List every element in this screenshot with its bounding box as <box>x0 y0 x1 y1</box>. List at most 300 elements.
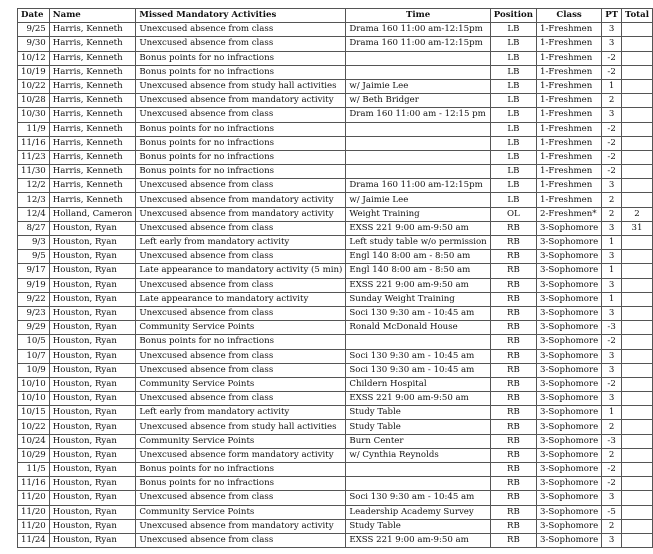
cell-total <box>622 79 653 93</box>
cell-position: LB <box>490 79 536 93</box>
cell-class: 3-Sophomore <box>537 250 602 264</box>
cell-time: Study Table <box>346 406 490 420</box>
cell-activity: Bonus points for no infractions <box>136 65 346 79</box>
cell-class: 1-Freshmen <box>537 94 602 108</box>
cell-total: 2 <box>622 207 653 221</box>
cell-pt: -2 <box>602 65 622 79</box>
cell-position: RB <box>490 420 536 434</box>
cell-name: Houston, Ryan <box>49 519 136 533</box>
cell-time: Burn Center <box>346 434 490 448</box>
cell-total: 31 <box>622 221 653 235</box>
table-row <box>18 292 653 306</box>
cell-name: Houston, Ryan <box>49 533 136 547</box>
cell-activity: Late appearance to mandatory activity <box>136 292 346 306</box>
cell-total <box>622 193 653 207</box>
cell-position: RB <box>490 349 536 363</box>
cell-total <box>622 108 653 122</box>
cell-date: 10/9 <box>18 363 50 377</box>
cell-class: 3-Sophomore <box>537 533 602 547</box>
cell-name: Houston, Ryan <box>49 491 136 505</box>
cell-date: 9/25 <box>18 23 50 37</box>
cell-position: LB <box>490 37 536 51</box>
cell-name: Harris, Kenneth <box>49 193 136 207</box>
cell-date: 10/19 <box>18 65 50 79</box>
cell-class: 3-Sophomore <box>537 264 602 278</box>
cell-pt: -2 <box>602 335 622 349</box>
cell-class: 1-Freshmen <box>537 23 602 37</box>
cell-pt: -2 <box>602 150 622 164</box>
cell-class: 3-Sophomore <box>537 236 602 250</box>
table-row <box>18 79 653 93</box>
cell-total <box>622 179 653 193</box>
cell-activity: Unexcused absence from study hall activities <box>136 79 346 93</box>
cell-position: LB <box>490 193 536 207</box>
table-row <box>18 278 653 292</box>
cell-total <box>622 335 653 349</box>
cell-date: 10/15 <box>18 406 50 420</box>
cell-position: LB <box>490 122 536 136</box>
cell-class: 3-Sophomore <box>537 278 602 292</box>
cell-activity: Unexcused absence from class <box>136 23 346 37</box>
table-row <box>18 165 653 179</box>
cell-date: 9/17 <box>18 264 50 278</box>
cell-date: 10/5 <box>18 335 50 349</box>
cell-total <box>622 321 653 335</box>
cell-total <box>622 264 653 278</box>
header-pt: PT <box>602 9 622 23</box>
cell-name: Houston, Ryan <box>49 505 136 519</box>
cell-total <box>622 306 653 320</box>
table-row <box>18 221 653 235</box>
cell-pt: 1 <box>602 79 622 93</box>
cell-activity: Bonus points for no infractions <box>136 136 346 150</box>
cell-position: LB <box>490 94 536 108</box>
cell-total <box>622 165 653 179</box>
cell-name: Houston, Ryan <box>49 477 136 491</box>
cell-date: 11/16 <box>18 136 50 150</box>
cell-activity: Unexcused absence from mandatory activity <box>136 207 346 221</box>
cell-activity: Bonus points for no infractions <box>136 150 346 164</box>
table-row <box>18 349 653 363</box>
table-row <box>18 406 653 420</box>
table-row <box>18 306 653 320</box>
cell-pt: -3 <box>602 321 622 335</box>
cell-position: RB <box>490 321 536 335</box>
cell-position: RB <box>490 278 536 292</box>
table-row <box>18 236 653 250</box>
cell-date: 11/24 <box>18 533 50 547</box>
cell-class: 3-Sophomore <box>537 477 602 491</box>
cell-position: RB <box>490 505 536 519</box>
header-total: Total <box>622 9 653 23</box>
cell-class: 3-Sophomore <box>537 321 602 335</box>
cell-pt: -2 <box>602 463 622 477</box>
cell-time: Dram 160 11:00 am - 12:15 pm <box>346 108 490 122</box>
cell-name: Houston, Ryan <box>49 349 136 363</box>
table-row <box>18 392 653 406</box>
cell-time <box>346 122 490 136</box>
cell-activity: Bonus points for no infractions <box>136 335 346 349</box>
cell-activity: Community Service Points <box>136 377 346 391</box>
cell-name: Houston, Ryan <box>49 463 136 477</box>
table-row <box>18 363 653 377</box>
table-row <box>18 519 653 533</box>
cell-pt: 3 <box>602 23 622 37</box>
cell-class: 3-Sophomore <box>537 292 602 306</box>
cell-name: Houston, Ryan <box>49 406 136 420</box>
cell-activity: Unexcused absence from class <box>136 108 346 122</box>
cell-activity: Unexcused absence from class <box>136 306 346 320</box>
cell-name: Houston, Ryan <box>49 335 136 349</box>
table-row <box>18 193 653 207</box>
cell-time: Left study table w/o permission <box>346 236 490 250</box>
cell-name: Harris, Kenneth <box>49 23 136 37</box>
table-row <box>18 23 653 37</box>
cell-total <box>622 349 653 363</box>
cell-name: Harris, Kenneth <box>49 179 136 193</box>
cell-pt: 2 <box>602 207 622 221</box>
cell-class: 3-Sophomore <box>537 491 602 505</box>
header-class: Class <box>537 9 602 23</box>
cell-time <box>346 463 490 477</box>
cell-time <box>346 477 490 491</box>
cell-time: w/ Jaimie Lee <box>346 79 490 93</box>
table-row <box>18 122 653 136</box>
cell-position: RB <box>490 377 536 391</box>
cell-total <box>622 363 653 377</box>
cell-total <box>622 278 653 292</box>
cell-pt: 2 <box>602 193 622 207</box>
cell-pt: 3 <box>602 278 622 292</box>
cell-total <box>622 491 653 505</box>
cell-class: 1-Freshmen <box>537 108 602 122</box>
cell-time: Weight Training <box>346 207 490 221</box>
cell-class: 1-Freshmen <box>537 65 602 79</box>
cell-date: 12/3 <box>18 193 50 207</box>
cell-date: 9/23 <box>18 306 50 320</box>
cell-time: EXSS 221 9:00 am-9:50 am <box>346 533 490 547</box>
cell-activity: Community Service Points <box>136 321 346 335</box>
cell-total <box>622 406 653 420</box>
cell-date: 11/5 <box>18 463 50 477</box>
cell-pt: 3 <box>602 392 622 406</box>
cell-position: RB <box>490 250 536 264</box>
cell-position: RB <box>490 491 536 505</box>
cell-pt: 3 <box>602 349 622 363</box>
cell-activity: Unexcused absence from mandatory activity <box>136 94 346 108</box>
table-row <box>18 434 653 448</box>
header-activity: Missed Mandatory Activities <box>136 9 346 23</box>
cell-total <box>622 292 653 306</box>
cell-total <box>622 94 653 108</box>
cell-class: 3-Sophomore <box>537 519 602 533</box>
cell-name: Houston, Ryan <box>49 292 136 306</box>
header-date: Date <box>18 9 50 23</box>
table-row <box>18 463 653 477</box>
cell-date: 10/22 <box>18 420 50 434</box>
cell-class: 3-Sophomore <box>537 420 602 434</box>
cell-time: Engl 140 8:00 am - 8:50 am <box>346 264 490 278</box>
header-time: Time <box>346 9 490 23</box>
cell-name: Harris, Kenneth <box>49 94 136 108</box>
cell-name: Harris, Kenneth <box>49 108 136 122</box>
cell-date: 9/5 <box>18 250 50 264</box>
cell-time: Soci 130 9:30 am - 10:45 am <box>346 363 490 377</box>
cell-class: 1-Freshmen <box>537 51 602 65</box>
cell-position: RB <box>490 463 536 477</box>
cell-time: Soci 130 9:30 am - 10:45 am <box>346 491 490 505</box>
cell-time: Study Table <box>346 519 490 533</box>
cell-name: Houston, Ryan <box>49 420 136 434</box>
cell-pt: 3 <box>602 221 622 235</box>
table-row <box>18 150 653 164</box>
cell-position: LB <box>490 150 536 164</box>
header-name: Name <box>49 9 136 23</box>
cell-class: 3-Sophomore <box>537 349 602 363</box>
cell-name: Houston, Ryan <box>49 321 136 335</box>
cell-time: Sunday Weight Training <box>346 292 490 306</box>
cell-activity: Unexcused absence from class <box>136 491 346 505</box>
cell-date: 9/22 <box>18 292 50 306</box>
cell-date: 11/20 <box>18 505 50 519</box>
cell-activity: Bonus points for no infractions <box>136 51 346 65</box>
cell-date: 10/10 <box>18 392 50 406</box>
cell-class: 3-Sophomore <box>537 406 602 420</box>
cell-date: 11/20 <box>18 491 50 505</box>
cell-time: w/ Jaimie Lee <box>346 193 490 207</box>
cell-name: Houston, Ryan <box>49 250 136 264</box>
cell-date: 10/10 <box>18 377 50 391</box>
cell-class: 2-Freshmen* <box>537 207 602 221</box>
cell-name: Harris, Kenneth <box>49 136 136 150</box>
cell-class: 3-Sophomore <box>537 434 602 448</box>
cell-position: RB <box>490 448 536 462</box>
cell-name: Houston, Ryan <box>49 264 136 278</box>
cell-total <box>622 377 653 391</box>
cell-total <box>622 434 653 448</box>
cell-activity: Community Service Points <box>136 434 346 448</box>
cell-time: Leadership Academy Survey <box>346 505 490 519</box>
cell-time <box>346 165 490 179</box>
table-row <box>18 533 653 547</box>
cell-time <box>346 136 490 150</box>
cell-time: w/ Beth Bridger <box>346 94 490 108</box>
table-row <box>18 420 653 434</box>
cell-total <box>622 236 653 250</box>
cell-pt: -2 <box>602 377 622 391</box>
cell-total <box>622 122 653 136</box>
cell-name: Harris, Kenneth <box>49 37 136 51</box>
cell-time <box>346 51 490 65</box>
cell-date: 10/24 <box>18 434 50 448</box>
cell-class: 1-Freshmen <box>537 193 602 207</box>
cell-pt: 3 <box>602 533 622 547</box>
cell-time: Soci 130 9:30 am - 10:45 am <box>346 349 490 363</box>
table-row <box>18 51 653 65</box>
cell-position: LB <box>490 65 536 79</box>
cell-pt: 1 <box>602 236 622 250</box>
cell-position: RB <box>490 236 536 250</box>
cell-time: Drama 160 11:00 am-12:15pm <box>346 179 490 193</box>
cell-time: Study Table <box>346 420 490 434</box>
cell-position: LB <box>490 23 536 37</box>
cell-activity: Unexcused absence from class <box>136 349 346 363</box>
cell-class: 3-Sophomore <box>537 505 602 519</box>
cell-position: RB <box>490 392 536 406</box>
cell-position: RB <box>490 363 536 377</box>
cell-total <box>622 519 653 533</box>
cell-name: Houston, Ryan <box>49 278 136 292</box>
cell-date: 10/28 <box>18 94 50 108</box>
cell-total <box>622 150 653 164</box>
cell-activity: Bonus points for no infractions <box>136 122 346 136</box>
cell-date: 10/22 <box>18 79 50 93</box>
cell-position: LB <box>490 108 536 122</box>
cell-date: 8/27 <box>18 221 50 235</box>
cell-name: Houston, Ryan <box>49 448 136 462</box>
cell-class: 3-Sophomore <box>537 463 602 477</box>
cell-position: RB <box>490 477 536 491</box>
cell-name: Houston, Ryan <box>49 434 136 448</box>
cell-class: 3-Sophomore <box>537 221 602 235</box>
cell-activity: Unexcused absence from mandatory activity <box>136 193 346 207</box>
cell-pt: -2 <box>602 165 622 179</box>
cell-activity: Unexcused absence from class <box>136 533 346 547</box>
cell-activity: Late appearance to mandatory activity (5 min) <box>136 264 346 278</box>
cell-activity: Unexcused absence from class <box>136 179 346 193</box>
cell-total <box>622 420 653 434</box>
cell-total <box>622 65 653 79</box>
table-row <box>18 377 653 391</box>
cell-time <box>346 150 490 164</box>
cell-class: 3-Sophomore <box>537 392 602 406</box>
cell-position: RB <box>490 533 536 547</box>
cell-name: Houston, Ryan <box>49 363 136 377</box>
cell-activity: Bonus points for no infractions <box>136 463 346 477</box>
cell-total <box>622 533 653 547</box>
table-row <box>18 179 653 193</box>
cell-pt: 1 <box>602 406 622 420</box>
cell-name: Houston, Ryan <box>49 306 136 320</box>
table-row <box>18 250 653 264</box>
table-row <box>18 335 653 349</box>
cell-pt: -5 <box>602 505 622 519</box>
cell-pt: 1 <box>602 292 622 306</box>
cell-date: 10/7 <box>18 349 50 363</box>
cell-class: 3-Sophomore <box>537 306 602 320</box>
cell-class: 1-Freshmen <box>537 165 602 179</box>
header-row <box>18 9 653 23</box>
table-row <box>18 321 653 335</box>
cell-position: RB <box>490 221 536 235</box>
cell-time <box>346 335 490 349</box>
cell-name: Harris, Kenneth <box>49 150 136 164</box>
cell-total <box>622 136 653 150</box>
cell-activity: Unexcused absence from class <box>136 221 346 235</box>
cell-date: 12/4 <box>18 207 50 221</box>
cell-class: 1-Freshmen <box>537 37 602 51</box>
cell-activity: Unexcused absence from class <box>136 363 346 377</box>
cell-time: EXSS 221 9:00 am-9:50 am <box>346 278 490 292</box>
table-row <box>18 108 653 122</box>
cell-activity: Unexcused absence form mandatory activity <box>136 448 346 462</box>
table-row <box>18 477 653 491</box>
cell-position: RB <box>490 434 536 448</box>
cell-position: RB <box>490 335 536 349</box>
cell-pt: 3 <box>602 306 622 320</box>
cell-position: LB <box>490 136 536 150</box>
cell-pt: -2 <box>602 136 622 150</box>
cell-position: LB <box>490 165 536 179</box>
cell-pt: 3 <box>602 491 622 505</box>
cell-activity: Community Service Points <box>136 505 346 519</box>
table-row <box>18 505 653 519</box>
cell-date: 9/29 <box>18 321 50 335</box>
cell-total <box>622 477 653 491</box>
cell-total <box>622 392 653 406</box>
cell-date: 11/30 <box>18 165 50 179</box>
cell-total <box>622 463 653 477</box>
cell-time: Drama 160 11:00 am-12:15pm <box>346 23 490 37</box>
cell-activity: Unexcused absence from class <box>136 392 346 406</box>
cell-date: 9/3 <box>18 236 50 250</box>
cell-pt: 3 <box>602 363 622 377</box>
cell-position: RB <box>490 519 536 533</box>
cell-name: Harris, Kenneth <box>49 165 136 179</box>
table-row <box>18 448 653 462</box>
cell-pt: 2 <box>602 448 622 462</box>
cell-activity: Unexcused absence from class <box>136 250 346 264</box>
cell-total <box>622 51 653 65</box>
cell-date: 9/19 <box>18 278 50 292</box>
cell-total <box>622 23 653 37</box>
cell-pt: -2 <box>602 477 622 491</box>
cell-position: RB <box>490 406 536 420</box>
cell-time <box>346 65 490 79</box>
cell-time: EXSS 221 9:00 am-9:50 am <box>346 221 490 235</box>
cell-pt: -3 <box>602 434 622 448</box>
cell-date: 11/16 <box>18 477 50 491</box>
cell-name: Houston, Ryan <box>49 377 136 391</box>
cell-name: Holland, Cameron <box>49 207 136 221</box>
cell-activity: Unexcused absence from study hall activities <box>136 420 346 434</box>
cell-position: RB <box>490 306 536 320</box>
cell-name: Houston, Ryan <box>49 221 136 235</box>
cell-pt: 3 <box>602 179 622 193</box>
cell-class: 3-Sophomore <box>537 363 602 377</box>
cell-date: 10/29 <box>18 448 50 462</box>
cell-time: Drama 160 11:00 am-12:15pm <box>346 37 490 51</box>
table-row <box>18 207 653 221</box>
table-row <box>18 491 653 505</box>
cell-name: Harris, Kenneth <box>49 51 136 65</box>
cell-position: RB <box>490 264 536 278</box>
cell-date: 10/30 <box>18 108 50 122</box>
cell-date: 9/30 <box>18 37 50 51</box>
cell-time: Childern Hospital <box>346 377 490 391</box>
cell-pt: 3 <box>602 250 622 264</box>
cell-name: Harris, Kenneth <box>49 122 136 136</box>
cell-date: 11/23 <box>18 150 50 164</box>
cell-date: 10/12 <box>18 51 50 65</box>
cell-pt: 2 <box>602 519 622 533</box>
cell-position: LB <box>490 179 536 193</box>
cell-total <box>622 448 653 462</box>
cell-activity: Bonus points for no infractions <box>136 477 346 491</box>
cell-activity: Unexcused absence from class <box>136 278 346 292</box>
cell-name: Harris, Kenneth <box>49 65 136 79</box>
table-row <box>18 264 653 278</box>
